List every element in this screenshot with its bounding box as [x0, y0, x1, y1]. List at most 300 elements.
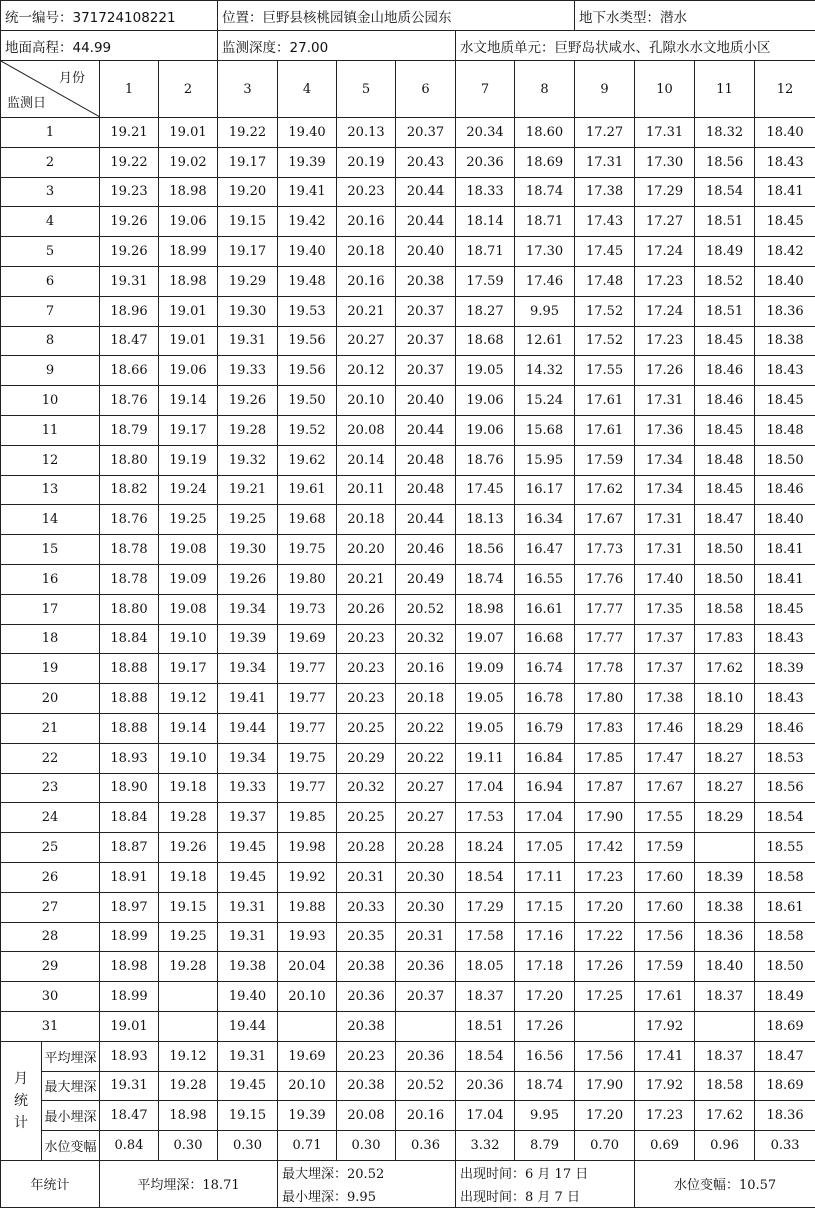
- depth-cell: 18.48: [695, 445, 755, 475]
- day-label: 22: [1, 743, 100, 773]
- depth-cell: 20.23: [337, 684, 396, 714]
- depth-cell: 17.59: [456, 266, 515, 296]
- day-label: 23: [1, 773, 100, 803]
- depth-cell: 18.13: [456, 505, 515, 535]
- day-label: 18: [1, 624, 100, 654]
- depth-cell: 19.05: [456, 356, 515, 386]
- stat-cell: 20.52: [396, 1071, 456, 1101]
- depth-cell: 20.18: [396, 684, 456, 714]
- depth-cell: 20.30: [396, 892, 456, 922]
- day-label: 15: [1, 535, 100, 565]
- depth-cell: 20.28: [396, 833, 456, 863]
- depth-cell: [575, 1011, 635, 1041]
- depth-cell: 16.55: [515, 564, 575, 594]
- depth-cell: 16.78: [515, 684, 575, 714]
- depth-cell: 19.56: [278, 326, 337, 356]
- hydro-unit-label: 水文地质单元：: [460, 40, 555, 56]
- depth-cell: 18.41: [755, 535, 815, 565]
- depth-cell: 20.44: [396, 177, 456, 207]
- depth-cell: 19.06: [159, 207, 218, 237]
- stat-cell: 0.30: [337, 1131, 396, 1161]
- depth-cell: 18.32: [695, 118, 755, 148]
- stat-cell: 17.90: [575, 1071, 635, 1101]
- depth-cell: 17.35: [635, 594, 695, 624]
- depth-cell: 18.68: [456, 326, 515, 356]
- depth-cell: 18.43: [755, 356, 815, 386]
- table-row: [1, 237, 815, 267]
- depth-cell: 18.27: [695, 743, 755, 773]
- depth-cell: 18.69: [515, 147, 575, 177]
- depth-cell: 19.30: [218, 535, 278, 565]
- day-label: 30: [1, 982, 100, 1012]
- depth-cell: 17.29: [635, 177, 695, 207]
- location-value: 巨野县核桃园镇金山地质公园东: [263, 10, 452, 26]
- stat-label: 水位变幅: [42, 1131, 100, 1161]
- depth-cell: 18.10: [695, 684, 755, 714]
- depth-cell: 18.84: [100, 803, 159, 833]
- depth-cell: 17.24: [635, 237, 695, 267]
- table-row: [1, 475, 815, 505]
- depth-cell: 19.48: [278, 266, 337, 296]
- depth-cell: 17.83: [575, 713, 635, 743]
- depth-cell: 19.38: [218, 952, 278, 982]
- depth-cell: 19.88: [278, 892, 337, 922]
- depth-cell: 17.23: [635, 326, 695, 356]
- month-header: 11: [695, 61, 755, 118]
- depth-cell: 19.25: [159, 505, 218, 535]
- header-row-1: [1, 1, 815, 31]
- depth-cell: 19.26: [159, 833, 218, 863]
- depth-cell: 18.71: [456, 237, 515, 267]
- depth-cell: 18.76: [456, 445, 515, 475]
- stat-cell: 0.33: [755, 1131, 815, 1161]
- depth-cell: 18.82: [100, 475, 159, 505]
- depth-cell: 18.36: [755, 296, 815, 326]
- depth-cell: 19.42: [278, 207, 337, 237]
- depth-cell: 16.61: [515, 594, 575, 624]
- depth-cell: 15.68: [515, 415, 575, 445]
- depth-cell: 19.56: [278, 356, 337, 386]
- stat-cell: 19.31: [218, 1041, 278, 1071]
- depth-cell: 18.78: [100, 564, 159, 594]
- stat-cell: 18.47: [755, 1041, 815, 1071]
- month-header: 8: [515, 61, 575, 118]
- annual-row-1: [1, 1160, 815, 1184]
- annual-min: 最小埋深：9.95: [278, 1184, 456, 1208]
- depth-cell: 18.43: [755, 624, 815, 654]
- depth-cell: 18.99: [100, 982, 159, 1012]
- depth-cell: 18.54: [456, 862, 515, 892]
- depth-cell: 17.38: [575, 177, 635, 207]
- depth-cell: 18.74: [515, 177, 575, 207]
- depth-cell: 17.37: [635, 654, 695, 684]
- depth-cell: 18.05: [456, 952, 515, 982]
- depth-cell: 17.37: [635, 624, 695, 654]
- depth-cell: 18.51: [456, 1011, 515, 1041]
- depth-cell: 19.77: [278, 654, 337, 684]
- depth-cell: 19.29: [218, 266, 278, 296]
- depth-cell: 17.26: [575, 952, 635, 982]
- depth-cell: 19.07: [456, 624, 515, 654]
- stat-cell: 3.32: [456, 1131, 515, 1161]
- depth-cell: [159, 982, 218, 1012]
- table-row: [1, 564, 815, 594]
- depth-cell: 20.16: [396, 654, 456, 684]
- depth-cell: [218, 31, 456, 61]
- depth-cell: 19.31: [218, 892, 278, 922]
- depth-cell: 18.52: [695, 266, 755, 296]
- depth-cell: 19.62: [278, 445, 337, 475]
- depth-cell: 19.50: [278, 386, 337, 416]
- depth-cell: 18.99: [159, 237, 218, 267]
- depth-cell: 18.45: [755, 594, 815, 624]
- month-header: 12: [755, 61, 815, 118]
- depth-cell: 18.76: [100, 505, 159, 535]
- depth-cell: 19.33: [218, 356, 278, 386]
- table-row: [1, 356, 815, 386]
- depth-cell: 18.45: [755, 386, 815, 416]
- depth-cell: 20.38: [337, 1011, 396, 1041]
- depth-cell: 20.21: [337, 564, 396, 594]
- depth-cell: 20.30: [396, 862, 456, 892]
- depth-cell: 19.06: [159, 356, 218, 386]
- stat-cell: 20.08: [337, 1101, 396, 1131]
- depth-cell: 19.41: [278, 177, 337, 207]
- depth-cell: 20.38: [396, 266, 456, 296]
- stat-cell: 19.12: [159, 1041, 218, 1071]
- table-row: [1, 952, 815, 982]
- monthly-stat-row: [1, 1041, 815, 1071]
- depth-cell: 19.98: [278, 833, 337, 863]
- stat-cell: 17.04: [456, 1101, 515, 1131]
- day-label: 14: [1, 505, 100, 535]
- depth-cell: 18.42: [755, 237, 815, 267]
- depth-cell: 17.85: [575, 743, 635, 773]
- depth-cell: 19.24: [159, 475, 218, 505]
- depth-cell: 18.43: [755, 684, 815, 714]
- depth-cell: 19.08: [159, 594, 218, 624]
- depth-cell: 19.01: [159, 118, 218, 148]
- depth-cell: 20.36: [396, 952, 456, 982]
- day-label: 25: [1, 833, 100, 863]
- depth-cell: 17.15: [515, 892, 575, 922]
- depth-cell: 20.28: [337, 833, 396, 863]
- hydro-unit-value: 巨野岛状咸水、孔隙水水文地质小区: [555, 40, 771, 56]
- corner-month-label: 月份: [59, 67, 85, 86]
- stat-cell: 18.54: [456, 1041, 515, 1071]
- stat-cell: 18.98: [159, 1101, 218, 1131]
- depth-cell: 18.51: [695, 207, 755, 237]
- depth-cell: 20.16: [337, 266, 396, 296]
- stat-cell: 17.41: [635, 1041, 695, 1071]
- depth-cell: 19.75: [278, 743, 337, 773]
- depth-cell: 20.20: [337, 535, 396, 565]
- depth-cell: 17.36: [635, 415, 695, 445]
- depth-cell: 20.37: [396, 118, 456, 148]
- depth-cell: 19.22: [100, 147, 159, 177]
- depth-cell: 17.59: [575, 445, 635, 475]
- depth-cell: 20.31: [396, 922, 456, 952]
- depth-cell: 18.51: [695, 296, 755, 326]
- table-row: [1, 892, 815, 922]
- depth-cell: 19.25: [218, 505, 278, 535]
- stat-cell: 17.56: [575, 1041, 635, 1071]
- depth-cell: 17.73: [575, 535, 635, 565]
- table-row: [1, 147, 815, 177]
- day-label: 7: [1, 296, 100, 326]
- depth-cell: 17.60: [635, 862, 695, 892]
- depth-cell: 19.10: [159, 624, 218, 654]
- day-label: 20: [1, 684, 100, 714]
- depth-cell: 18.79: [100, 415, 159, 445]
- depth-cell: 17.26: [515, 1011, 575, 1041]
- depth-cell: 17.80: [575, 684, 635, 714]
- depth-cell: 17.60: [635, 892, 695, 922]
- depth-cell: 20.49: [396, 564, 456, 594]
- depth-cell: 18.55: [755, 833, 815, 863]
- depth-cell: 19.61: [278, 475, 337, 505]
- table-row: [1, 624, 815, 654]
- depth-cell: 18.71: [515, 207, 575, 237]
- depth-cell: 16.34: [515, 505, 575, 535]
- depth-cell: 18.43: [755, 147, 815, 177]
- depth-cell: 20.23: [337, 177, 396, 207]
- water-type-value: 潜水: [660, 10, 687, 26]
- depth-cell: 19.93: [278, 922, 337, 952]
- table-row: [1, 982, 815, 1012]
- depth-cell: 19.85: [278, 803, 337, 833]
- depth-cell: 19.06: [456, 415, 515, 445]
- depth-cell: 19.12: [159, 684, 218, 714]
- depth-cell: 18.90: [100, 773, 159, 803]
- depth-cell: 18.87: [100, 833, 159, 863]
- depth-cell: 20.10: [337, 386, 396, 416]
- depth-cell: 17.87: [575, 773, 635, 803]
- depth-cell: 17.30: [515, 237, 575, 267]
- stat-cell: 18.36: [755, 1101, 815, 1131]
- stat-cell: 19.28: [159, 1071, 218, 1101]
- depth-cell: 18.40: [755, 266, 815, 296]
- depth-cell: 19.05: [456, 713, 515, 743]
- depth-cell: 18.93: [100, 743, 159, 773]
- depth-cell: 20.12: [337, 356, 396, 386]
- depth-cell: 19.14: [159, 386, 218, 416]
- depth-cell: 17.31: [635, 118, 695, 148]
- depth-cell: 18.45: [755, 207, 815, 237]
- depth-cell: 19.44: [218, 713, 278, 743]
- depth-cell: 18.91: [100, 862, 159, 892]
- depth-cell: 18.99: [100, 922, 159, 952]
- depth-cell: 17.77: [575, 594, 635, 624]
- day-label: 31: [1, 1011, 100, 1041]
- day-label: 16: [1, 564, 100, 594]
- depth-cell: 15.24: [515, 386, 575, 416]
- depth-cell: 18.88: [100, 684, 159, 714]
- depth-cell: 17.58: [456, 922, 515, 952]
- depth-cell: 19.08: [159, 535, 218, 565]
- depth-cell: 17.22: [575, 922, 635, 952]
- table-row: [1, 743, 815, 773]
- month-header: 9: [575, 61, 635, 118]
- table-row: [1, 445, 815, 475]
- stat-cell: 19.31: [100, 1071, 159, 1101]
- depth-cell: 20.11: [337, 475, 396, 505]
- month-header: 6: [396, 61, 456, 118]
- depth-cell: 18.40: [755, 505, 815, 535]
- depth-cell: 17.42: [575, 833, 635, 863]
- stat-cell: 8.79: [515, 1131, 575, 1161]
- depth-cell: 18.66: [100, 356, 159, 386]
- stat-cell: 0.30: [159, 1131, 218, 1161]
- depth-cell: 20.25: [337, 803, 396, 833]
- depth-cell: 19.17: [218, 237, 278, 267]
- depth-cell: 17.83: [695, 624, 755, 654]
- depth-cell: 17.16: [515, 922, 575, 952]
- depth-cell: 18.60: [515, 118, 575, 148]
- location-cell: [218, 1, 575, 31]
- table-row: [1, 505, 815, 535]
- depth-cell: 19.17: [218, 147, 278, 177]
- depth-cell: 18.61: [755, 892, 815, 922]
- depth-cell: 17.92: [635, 1011, 695, 1041]
- stat-cell: 9.95: [515, 1101, 575, 1131]
- depth-cell: 20.48: [396, 475, 456, 505]
- depth-cell: [278, 1011, 337, 1041]
- depth-cell: 20.44: [396, 207, 456, 237]
- depth-cell: 20.40: [396, 386, 456, 416]
- depth-cell: 18.96: [100, 296, 159, 326]
- depth-cell: 20.14: [337, 445, 396, 475]
- stat-cell: 20.16: [396, 1101, 456, 1131]
- depth-cell: 18.50: [755, 445, 815, 475]
- depth-cell: 19.26: [218, 564, 278, 594]
- depth-cell: 17.55: [575, 356, 635, 386]
- annual-max: 最大埋深：20.52: [278, 1160, 456, 1184]
- depth-cell: 19.09: [159, 564, 218, 594]
- depth-cell: 17.20: [515, 982, 575, 1012]
- table-row: [1, 535, 815, 565]
- depth-cell: 18.47: [695, 505, 755, 535]
- depth-cell: 17.34: [635, 445, 695, 475]
- depth-cell: 18.56: [695, 147, 755, 177]
- depth-cell: 20.44: [396, 505, 456, 535]
- depth-cell: 17.25: [575, 982, 635, 1012]
- elevation-cell: [1, 31, 218, 61]
- stat-cell: 20.10: [278, 1071, 337, 1101]
- depth-cell: 17.26: [635, 356, 695, 386]
- depth-cell: [695, 833, 755, 863]
- stat-cell: 17.23: [635, 1101, 695, 1131]
- depth-cell: 18.80: [100, 445, 159, 475]
- day-label: 17: [1, 594, 100, 624]
- depth-cell: 20.18: [337, 237, 396, 267]
- depth-cell: 19.01: [159, 296, 218, 326]
- depth-cell: 17.59: [635, 833, 695, 863]
- month-header: 4: [278, 61, 337, 118]
- depth-cell: 19.39: [218, 624, 278, 654]
- depth-cell: 18.47: [100, 326, 159, 356]
- day-label: 21: [1, 713, 100, 743]
- depth-cell: 20.44: [396, 415, 456, 445]
- depth-cell: 16.79: [515, 713, 575, 743]
- depth-cell: 20.22: [396, 743, 456, 773]
- depth-cell: 20.32: [396, 624, 456, 654]
- depth-cell: 20.23: [337, 624, 396, 654]
- day-label: 27: [1, 892, 100, 922]
- depth-cell: [396, 1011, 456, 1041]
- depth-cell: 19.18: [159, 773, 218, 803]
- depth-cell: 19.30: [218, 296, 278, 326]
- depth-cell: 19.31: [100, 266, 159, 296]
- table-row: [1, 803, 815, 833]
- monthly-stat-row: [1, 1071, 815, 1101]
- depth-cell: 17.31: [635, 386, 695, 416]
- stat-cell: 0.36: [396, 1131, 456, 1161]
- stat-cell: 19.15: [218, 1101, 278, 1131]
- station-id-cell: [1, 1, 218, 31]
- monthly-group-text: 月统计: [14, 1068, 28, 1134]
- depth-cell: 18.97: [100, 892, 159, 922]
- depth-cell: 20.23: [337, 654, 396, 684]
- station-id-value: 371724108221: [73, 10, 176, 26]
- day-label: 8: [1, 326, 100, 356]
- day-label: 9: [1, 356, 100, 386]
- depth-cell: 18.56: [456, 535, 515, 565]
- depth-cell: 20.10: [278, 982, 337, 1012]
- depth-cell: 18.58: [755, 862, 815, 892]
- stat-cell: 0.70: [575, 1131, 635, 1161]
- depth-cell: 20.18: [337, 505, 396, 535]
- depth-cell: 19.69: [278, 624, 337, 654]
- table-row: [1, 326, 815, 356]
- table-row: [1, 922, 815, 952]
- depth-cell: 18.45: [695, 326, 755, 356]
- day-label: 24: [1, 803, 100, 833]
- annual-label: 年统计: [1, 1160, 100, 1207]
- header-row-2: [1, 31, 815, 61]
- depth-cell: 16.47: [515, 535, 575, 565]
- depth-cell: 19.17: [159, 654, 218, 684]
- depth-cell: 18.80: [100, 594, 159, 624]
- depth-cell: 20.26: [337, 594, 396, 624]
- depth-cell: 20.36: [456, 147, 515, 177]
- table-row: [1, 177, 815, 207]
- depth-cell: 17.27: [575, 118, 635, 148]
- depth-cell: 17.76: [575, 564, 635, 594]
- depth-cell: 20.33: [337, 892, 396, 922]
- depth-cell: 17.46: [515, 266, 575, 296]
- depth-cell: 16.94: [515, 773, 575, 803]
- stat-label: 平均埋深: [42, 1041, 100, 1071]
- day-label: 19: [1, 654, 100, 684]
- depth-cell: 19.53: [278, 296, 337, 326]
- depth-cell: 19.32: [218, 445, 278, 475]
- depth-cell: 18.38: [695, 892, 755, 922]
- table-row: [1, 386, 815, 416]
- depth-cell: 20.36: [337, 982, 396, 1012]
- stat-cell: 20.38: [337, 1071, 396, 1101]
- depth-cell: 18.76: [100, 386, 159, 416]
- depth-cell: 18.46: [695, 386, 755, 416]
- depth-cell: 14.32: [515, 356, 575, 386]
- stat-cell: 19.69: [278, 1041, 337, 1071]
- depth-cell: 16.68: [515, 624, 575, 654]
- annual-min-time: 出现时间：8 月 7 日: [456, 1184, 635, 1208]
- annual-avg: 平均埋深：18.71: [100, 1160, 278, 1207]
- depth-cell: 17.67: [575, 505, 635, 535]
- depth-cell: 19.41: [218, 684, 278, 714]
- depth-cell: 19.05: [456, 684, 515, 714]
